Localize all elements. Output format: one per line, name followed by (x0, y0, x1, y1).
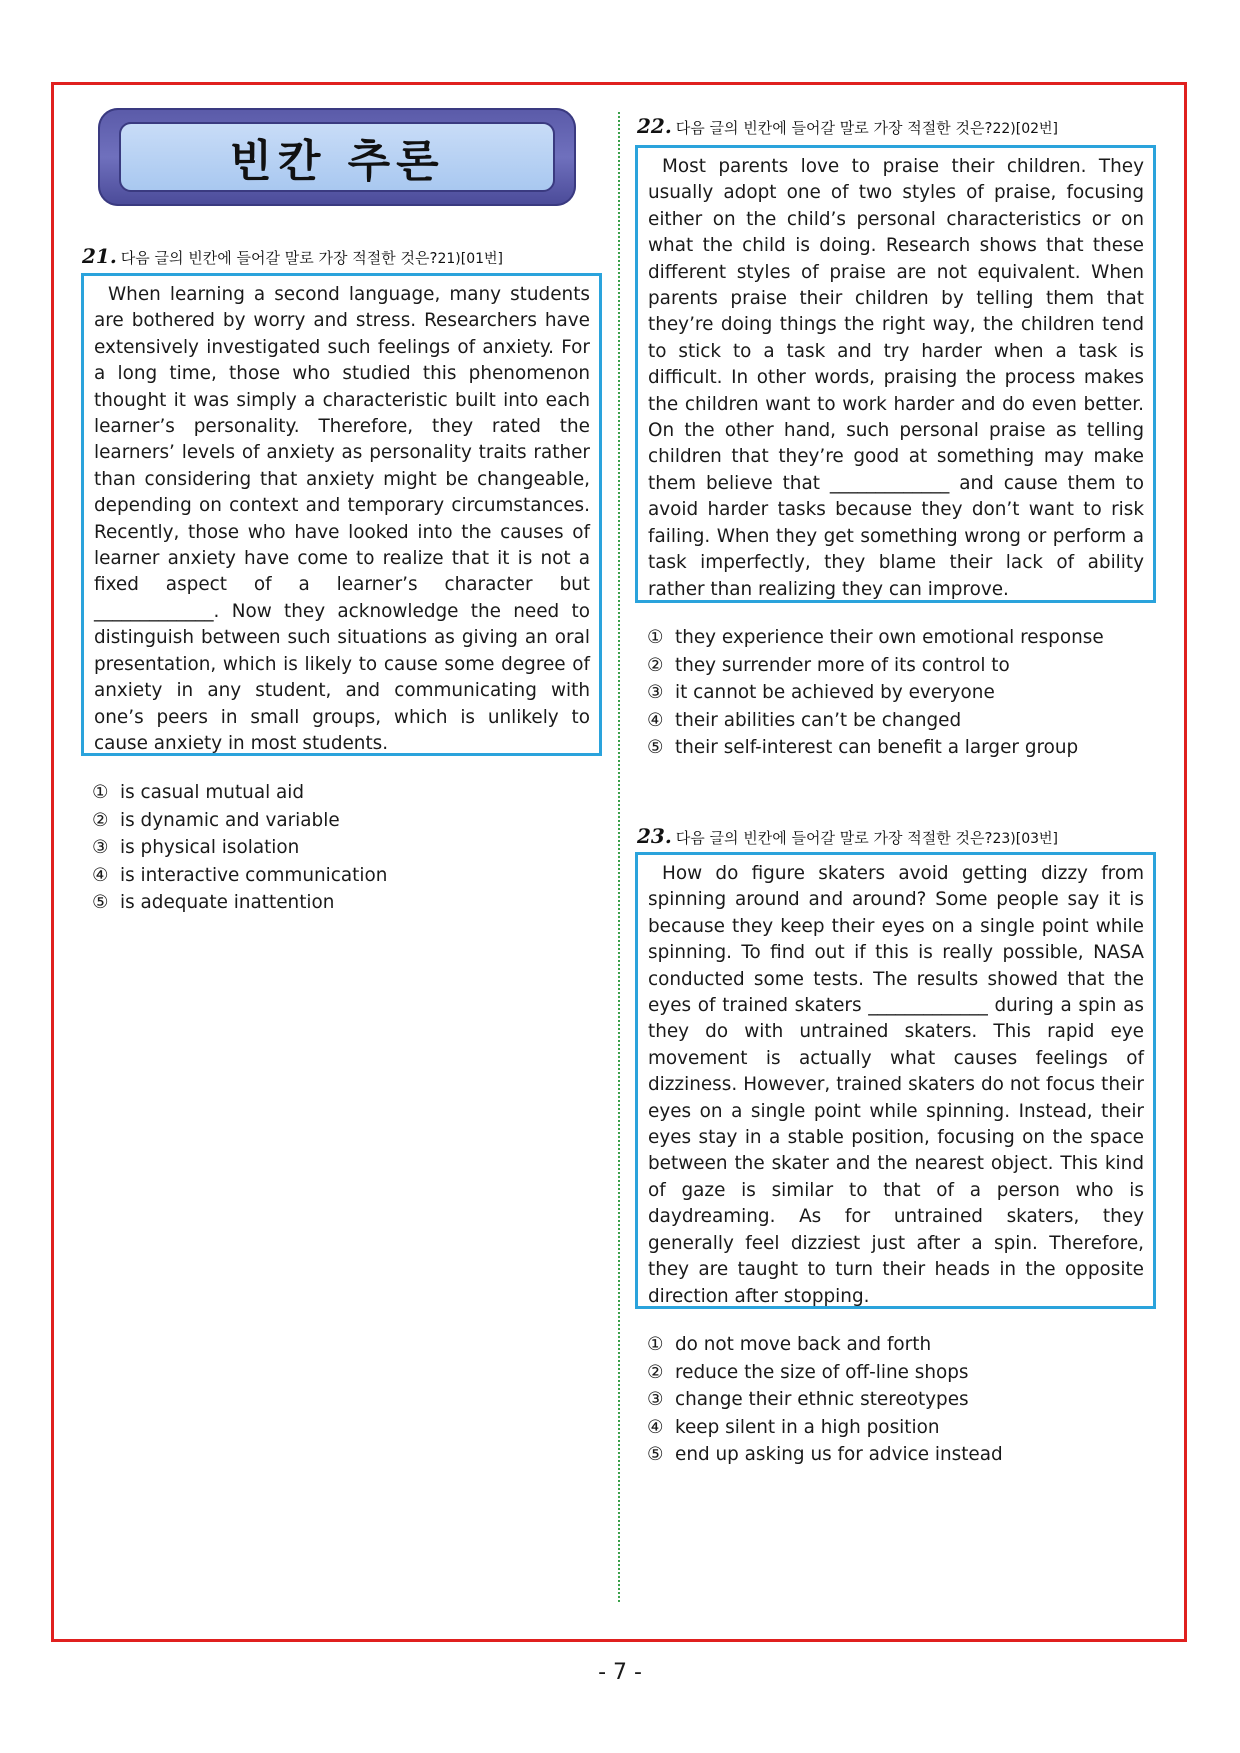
choice-item (647, 1414, 1003, 1442)
choice-item (92, 834, 387, 862)
question-21-header (82, 244, 503, 268)
choice-item (647, 707, 1104, 735)
choice-mark: ② (647, 654, 664, 676)
choice-text: keep silent in a high position (675, 1416, 940, 1438)
question-number: 21. (82, 244, 117, 268)
column-divider (618, 112, 620, 1602)
question-ref: 23)[03번] (992, 831, 1058, 847)
choice-mark: ② (92, 809, 109, 831)
choice-item (647, 624, 1104, 652)
choice-text: is adequate inattention (120, 892, 335, 913)
choice-text: they surrender more of its control to (675, 654, 1010, 676)
passage-text: Most parents love to praise their children. They usually adopt one of two styles of praise, focusing either on the child’s personal characteristics or on what the child is doing. Research shows that these different styles of praise are not equivalent. When parents praise their children by telling them that they’re doing things the right way, the children tend to stick to a task and try harder when a task is difficult. In other words, praising the process makes the children want to work harder and do even better. On the other hand, such personal praise as telling children that they’re good at something may make them believe that _____________ and cause them to avoid harder tasks because they don’t want to risk failing. When they get something wrong or perform a task imperfectly, they blame their lack of ability rather than realizing they can improve. (648, 156, 1144, 600)
choice-mark: ① (92, 782, 109, 803)
question-22-passage-box (635, 145, 1156, 603)
choice-mark: ⑤ (647, 1444, 664, 1465)
question-23-passage-box (635, 852, 1156, 1309)
question-number: 22. (637, 114, 672, 138)
choice-text: their self-interest can benefit a larger group (675, 737, 1079, 758)
question-prompt: 다음 글의 빈칸에 들어갈 말로 가장 적절한 것은? (675, 119, 993, 137)
choice-text: is physical isolation (120, 837, 300, 858)
choice-item (647, 1441, 1003, 1469)
question-prompt: 다음 글의 빈칸에 들어갈 말로 가장 적절한 것은? (120, 249, 438, 267)
choice-text: their abilities can’t be changed (675, 709, 962, 731)
choice-item (647, 1359, 1003, 1387)
section-banner (98, 108, 576, 206)
question-ref: 21)[01번] (437, 251, 503, 267)
choice-text: end up asking us for advice instead (675, 1444, 1003, 1465)
choice-text: do not move back and forth (675, 1334, 932, 1355)
choice-mark: ④ (647, 709, 664, 731)
choice-mark: ④ (92, 864, 109, 886)
choice-text: reduce the size of off-line shops (675, 1361, 969, 1383)
choice-mark: ③ (647, 682, 664, 703)
choice-mark: ⑤ (92, 892, 109, 913)
choice-item (647, 679, 1104, 707)
choice-mark: ① (647, 627, 664, 648)
choice-mark: ⑤ (647, 737, 664, 758)
choice-item (647, 1331, 1003, 1359)
section-banner-inner (119, 122, 555, 192)
choice-mark: ② (647, 1361, 664, 1383)
choice-item (647, 652, 1104, 680)
choice-item (92, 807, 387, 835)
choice-item (92, 862, 387, 890)
choice-item (647, 734, 1104, 762)
choice-mark: ① (647, 1334, 664, 1355)
choice-text: they experience their own emotional response (675, 627, 1104, 648)
passage-text: When learning a second language, many students are bothered by worry and stress. Researchers have extensively investigated such feelings of anxiety. For a long time, those who studied this phenomenon thought it was simply a characteristic built into each learner’s personality. Therefore, they rated the learners’ levels of anxiety as personality traits rather than considering that anxiety might be changeable, depending on context and temporary circumstances. Recently, those who have looked into the causes of learner anxiety have come to realize that it is not a fixed aspect of a learner’s character but _____________. Now they acknowledge the need to distinguish between such situations as giving an oral presentation, which is likely to cause some degree of anxiety in any student, and communicating with one’s peers in small groups, which is unlikely to cause anxiety in most students. (94, 284, 590, 754)
question-22-header (637, 114, 1058, 138)
choice-text: is dynamic and variable (120, 809, 340, 831)
question-number: 23. (637, 824, 672, 848)
choice-item (92, 889, 387, 917)
choice-text: change their ethnic stereotypes (675, 1389, 969, 1410)
passage-text: How do figure skaters avoid getting dizzy from spinning around and around? Some people say it is because they keep their eyes on a single point while spinning. To find out if this is really possible, NASA conducted some tests. The results showed that the eyes of trained skaters _____________ during a spin as they do with untrained skaters. This rapid eye movement is actually what causes feelings of dizziness. However, trained skaters do not focus their eyes on a single point while spinning. Instead, their eyes stay in a stable position, focusing on the space between the skater and the nearest object. This kind of gaze is similar to that of a person who is daydreaming. As for untrained skaters, they generally feel dizziest just after a spin. Therefore, they are taught to turn their heads in the opposite direction after stopping. (648, 863, 1144, 1307)
choice-mark: ③ (92, 837, 109, 858)
question-ref: 22)[02번] (992, 121, 1058, 137)
question-21-passage-box (81, 273, 602, 756)
question-prompt: 다음 글의 빈칸에 들어갈 말로 가장 적절한 것은? (675, 829, 993, 847)
question-21-choices (92, 779, 387, 917)
choice-item (92, 779, 387, 807)
question-23-header (637, 824, 1058, 848)
choice-text: it cannot be achieved by everyone (675, 682, 995, 703)
choice-text: is casual mutual aid (120, 782, 305, 803)
choice-item (647, 1386, 1003, 1414)
choice-mark: ③ (647, 1389, 664, 1410)
section-title: 빈칸 추론 (229, 136, 445, 187)
page-number: - 7 - (598, 1660, 642, 1685)
choice-mark: ④ (647, 1416, 664, 1438)
question-22-choices (647, 624, 1104, 762)
question-23-choices (647, 1331, 1003, 1469)
choice-text: is interactive communication (120, 864, 388, 886)
